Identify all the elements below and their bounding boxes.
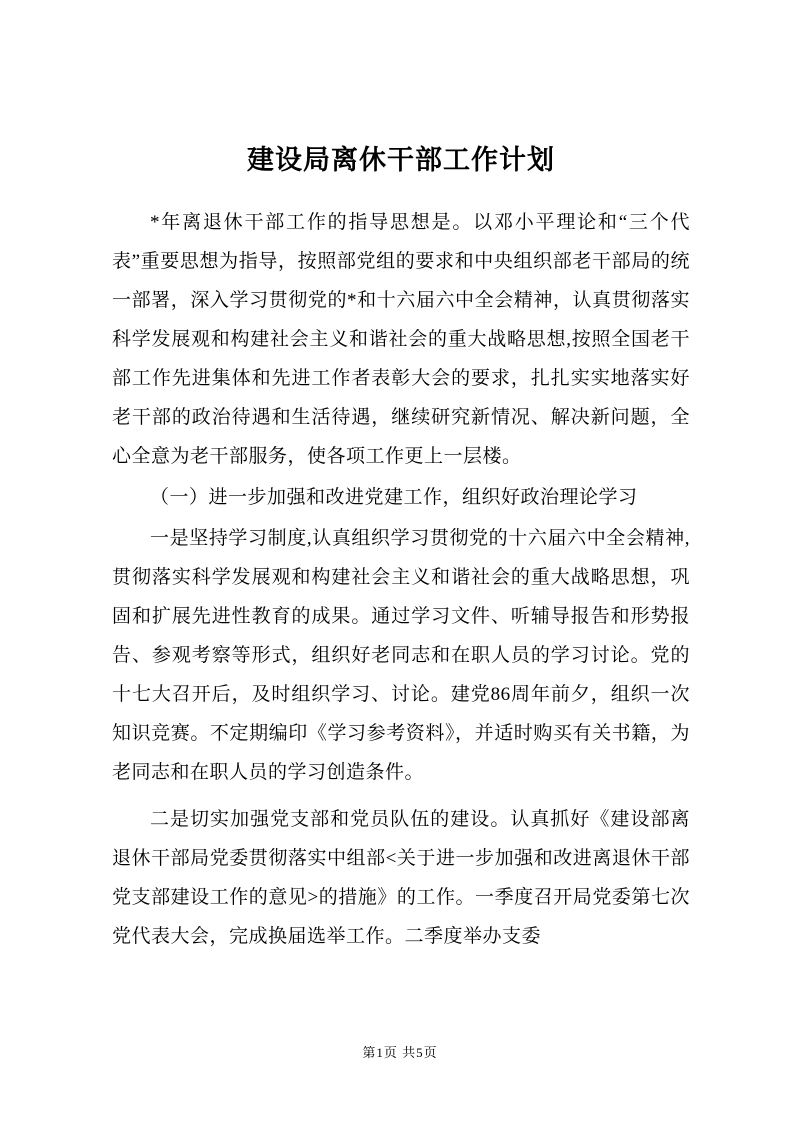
paragraph-section-heading: （一）进一步加强和改进党建工作，组织好政治理论学习	[150, 487, 638, 508]
paragraph-intro: *年离退休干部工作的指导思想是。以邓小平理论和“三个代表”重要思想为指导，按照部党组的要求和中央组织部老干部局的统一部署，深入学习贯彻党的*和十六届六中全会精神，认真贯彻落实科学发展观和构建社会主义和谐社会的重大战略思想,按照全国老干部工作先进集体和先进工作者表彰大会的要求，扎扎实实地落实好老干部的政治待遇和生活待遇，继续研究新情况、解决新问题，全心全意为老干部服务，使各项工作更上一层楼。	[112, 212, 690, 467]
document-title: 建设局离休干部工作计划	[247, 145, 555, 175]
paragraph-point-one: 一是坚持学习制度,认真组织学习贯彻党的十六届六中全会精神,贯彻落实科学发展观和构建社会主义和谐社会的重大战略思想，巩固和扩展先进性教育的成果。通过学习文件、听辅导报告和形势报告、参观考察等形式，组织好老同志和在职人员的学习讨论。党的十七大召开后，及时组织学习、讨论。建党86周年前夕，组织一次知识竞赛。不定期编印《学习参考资料》，并适时购买有关书籍，为老同志和在职人员的学习创造条件。	[112, 528, 690, 783]
page-number-footer: 第1页 共5页	[362, 1045, 438, 1060]
paragraph-point-two: 二是切实加强党支部和党员队伍的建设。认真抓好《建设部离退休干部局党委贯彻落实中组部<关于进一步加强和改进离退休干部党支部建设工作的意见>的措施》的工作。一季度召开局党委第七次党代表大会，完成换届选举工作。二季度举办支委	[112, 809, 690, 947]
document-content	[112, 138, 690, 956]
